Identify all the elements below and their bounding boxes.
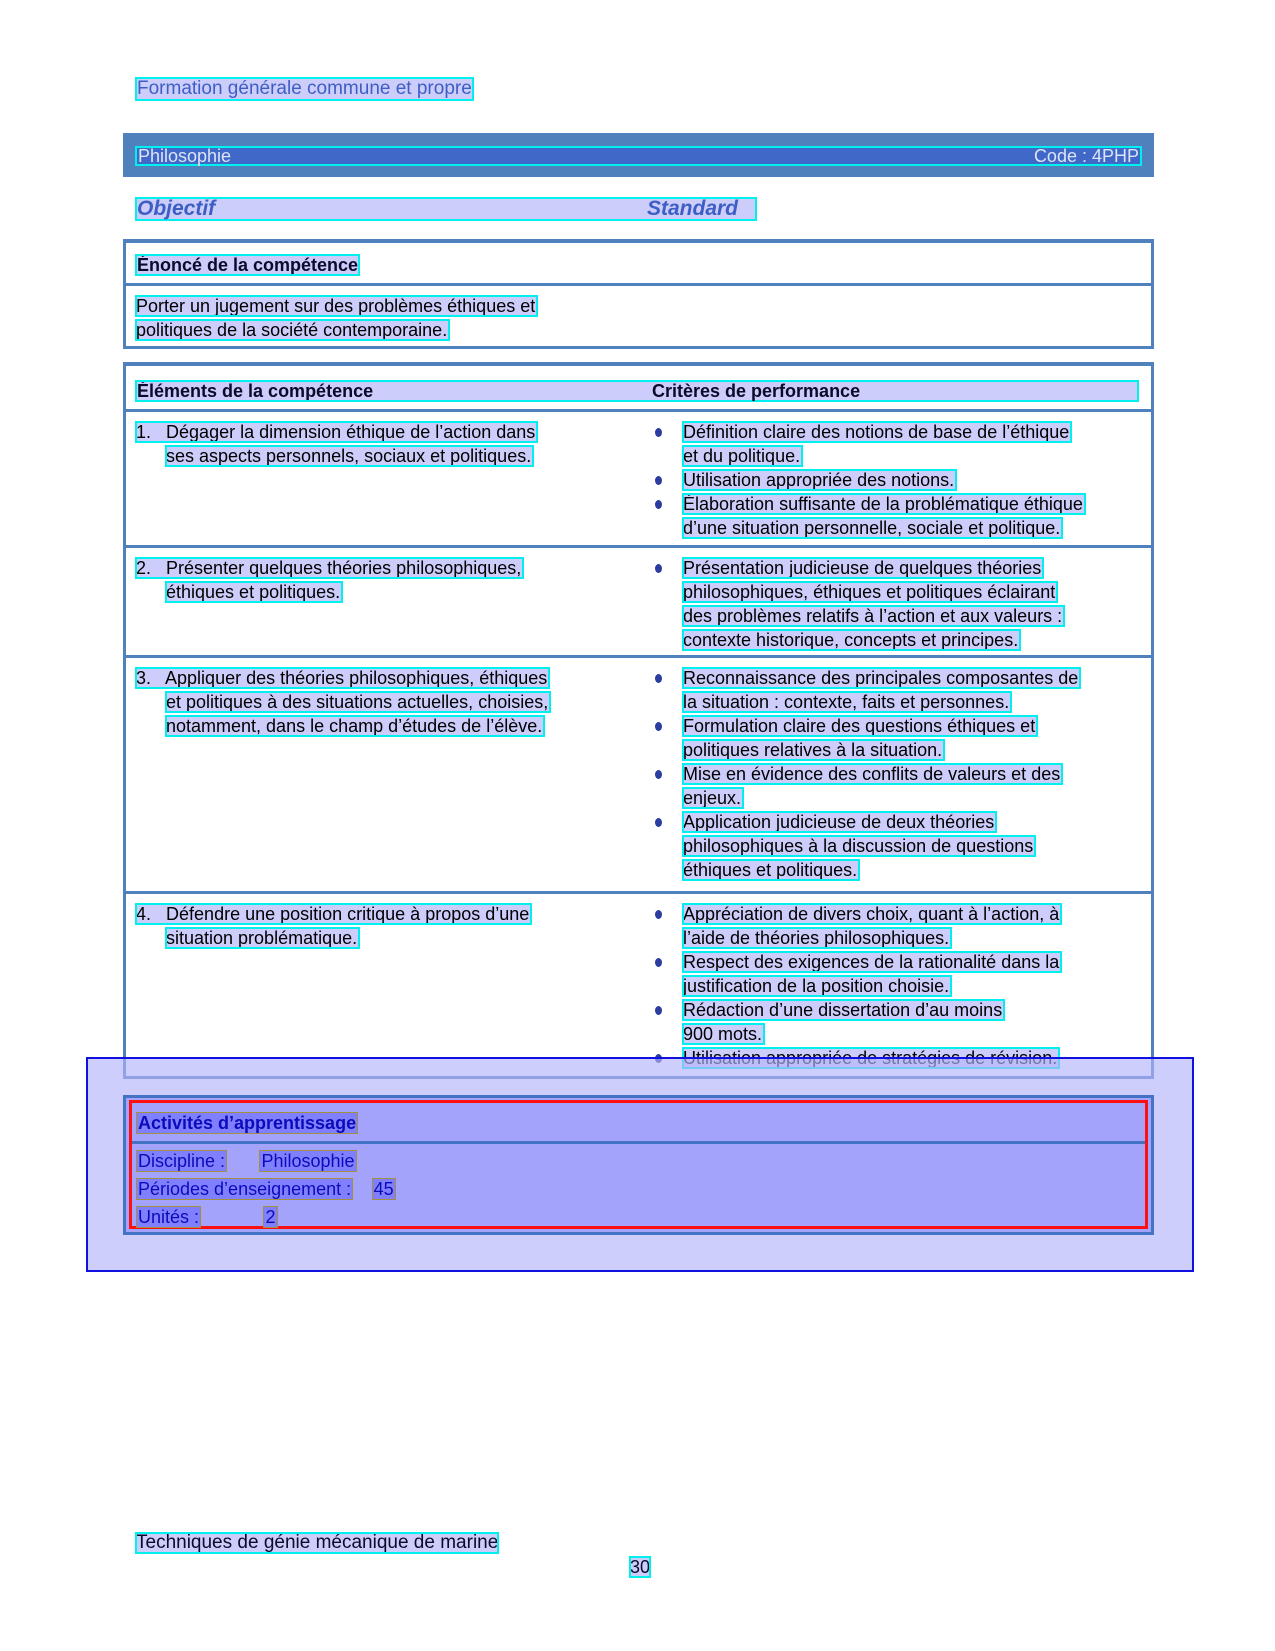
course-title-bar — [123, 133, 1154, 177]
divider — [132, 1141, 1145, 1144]
competence-table — [123, 362, 1154, 1079]
header-elements: Éléments de la compétence — [137, 381, 374, 401]
section-header: Formation générale commune et propre — [137, 78, 472, 99]
header-criteres: Critères de performance — [652, 381, 861, 401]
standard-label: Standard — [647, 197, 739, 220]
table-row: 3. Appliquer des théories philosophiques, éthiques et politiques à des situations actuelles, choisies, notamment, dans le champ d’études de l’élève. — [136, 668, 549, 736]
bullet-icon — [655, 564, 662, 573]
enonce-box — [123, 239, 1154, 349]
course-subject: Philosophie — [138, 146, 232, 166]
divider — [126, 891, 1151, 894]
objective-standard-row — [136, 198, 756, 220]
periodes-row — [137, 1179, 395, 1200]
discipline-value: Philosophie — [261, 1151, 355, 1171]
course-code: Code : 4PHP — [1033, 146, 1139, 166]
bullet-icon — [655, 958, 662, 967]
table-row: 4. Défendre une position critique à propos d’une situation problématique. — [136, 904, 530, 948]
criteria-list: Reconnaissance des principales composantes de la situation : contexte, faits et personnes. Formulation claire des questions éthiques et politiques relatives à la situation. Mise en évidence des conflits de valeurs et des enjeux. Application judicieuse de deux théories philosophiques à la discussion de questions éthiques et politiques. — [645, 666, 1145, 882]
criteria-list: Appréciation de divers choix, quant à l’action, à l’aide de théories philosophiques. Respect des exigences de la rationalité dans la justification de la position choisie. Rédaction d’une dissertation d’au moins 900 mots. — [645, 902, 1145, 1070]
bullet-icon — [655, 428, 662, 437]
table-row: 2. Présenter quelques théories philosophiques, éthiques et politiques. — [136, 558, 522, 602]
discipline-label: Discipline : — [138, 1151, 226, 1171]
activites-heading: Activités d’apprentissage — [138, 1113, 357, 1133]
discipline-row — [137, 1151, 356, 1172]
footer-program: Techniques de génie mécanique de marine — [136, 1532, 499, 1553]
divider — [126, 655, 1151, 658]
bullet-icon — [655, 674, 662, 683]
activites-box — [123, 1095, 1154, 1235]
bullet-icon — [655, 722, 662, 731]
enonce-heading: Énoncé de la compétence — [137, 255, 359, 275]
periodes-label: Périodes d’enseignement : — [138, 1179, 352, 1199]
objectif-label: Objectif — [137, 197, 216, 220]
periodes-value: 45 — [373, 1179, 394, 1199]
divider — [126, 409, 1151, 412]
bullet-icon — [655, 910, 662, 919]
criteria-list: Définition claire des notions de base de l’éthique et du politique. Utilisation appropriée des notions. Élaboration suffisante de la problématique éthique d’une situation personnelle, sociale et politique. — [645, 420, 1145, 540]
page-number: 30 — [630, 1557, 651, 1577]
bullet-icon — [655, 476, 662, 485]
course-title-row — [136, 147, 1141, 165]
bullet-icon — [655, 500, 662, 509]
activites-highlight — [129, 1100, 1148, 1229]
enonce-text: Porter un jugement sur des problèmes éthiques et politiques de la société contemporaine. — [136, 296, 536, 340]
divider — [126, 545, 1151, 548]
unites-row — [137, 1207, 277, 1228]
bullet-icon — [655, 770, 662, 779]
bullet-icon — [655, 1006, 662, 1015]
bullet-icon — [655, 818, 662, 827]
criteria-list: Présentation judicieuse de quelques théories philosophiques, éthiques et politiques éclairant des problèmes relatifs à l’action et aux valeurs : contexte historique, concepts et principes. — [645, 556, 1145, 652]
divider — [126, 283, 1151, 286]
unites-value: 2 — [265, 1207, 276, 1227]
unites-label: Unités : — [138, 1207, 200, 1227]
table-header-row — [136, 381, 1138, 401]
table-row: 1. Dégager la dimension éthique de l’action dans ses aspects personnels, sociaux et politiques. — [136, 422, 536, 466]
